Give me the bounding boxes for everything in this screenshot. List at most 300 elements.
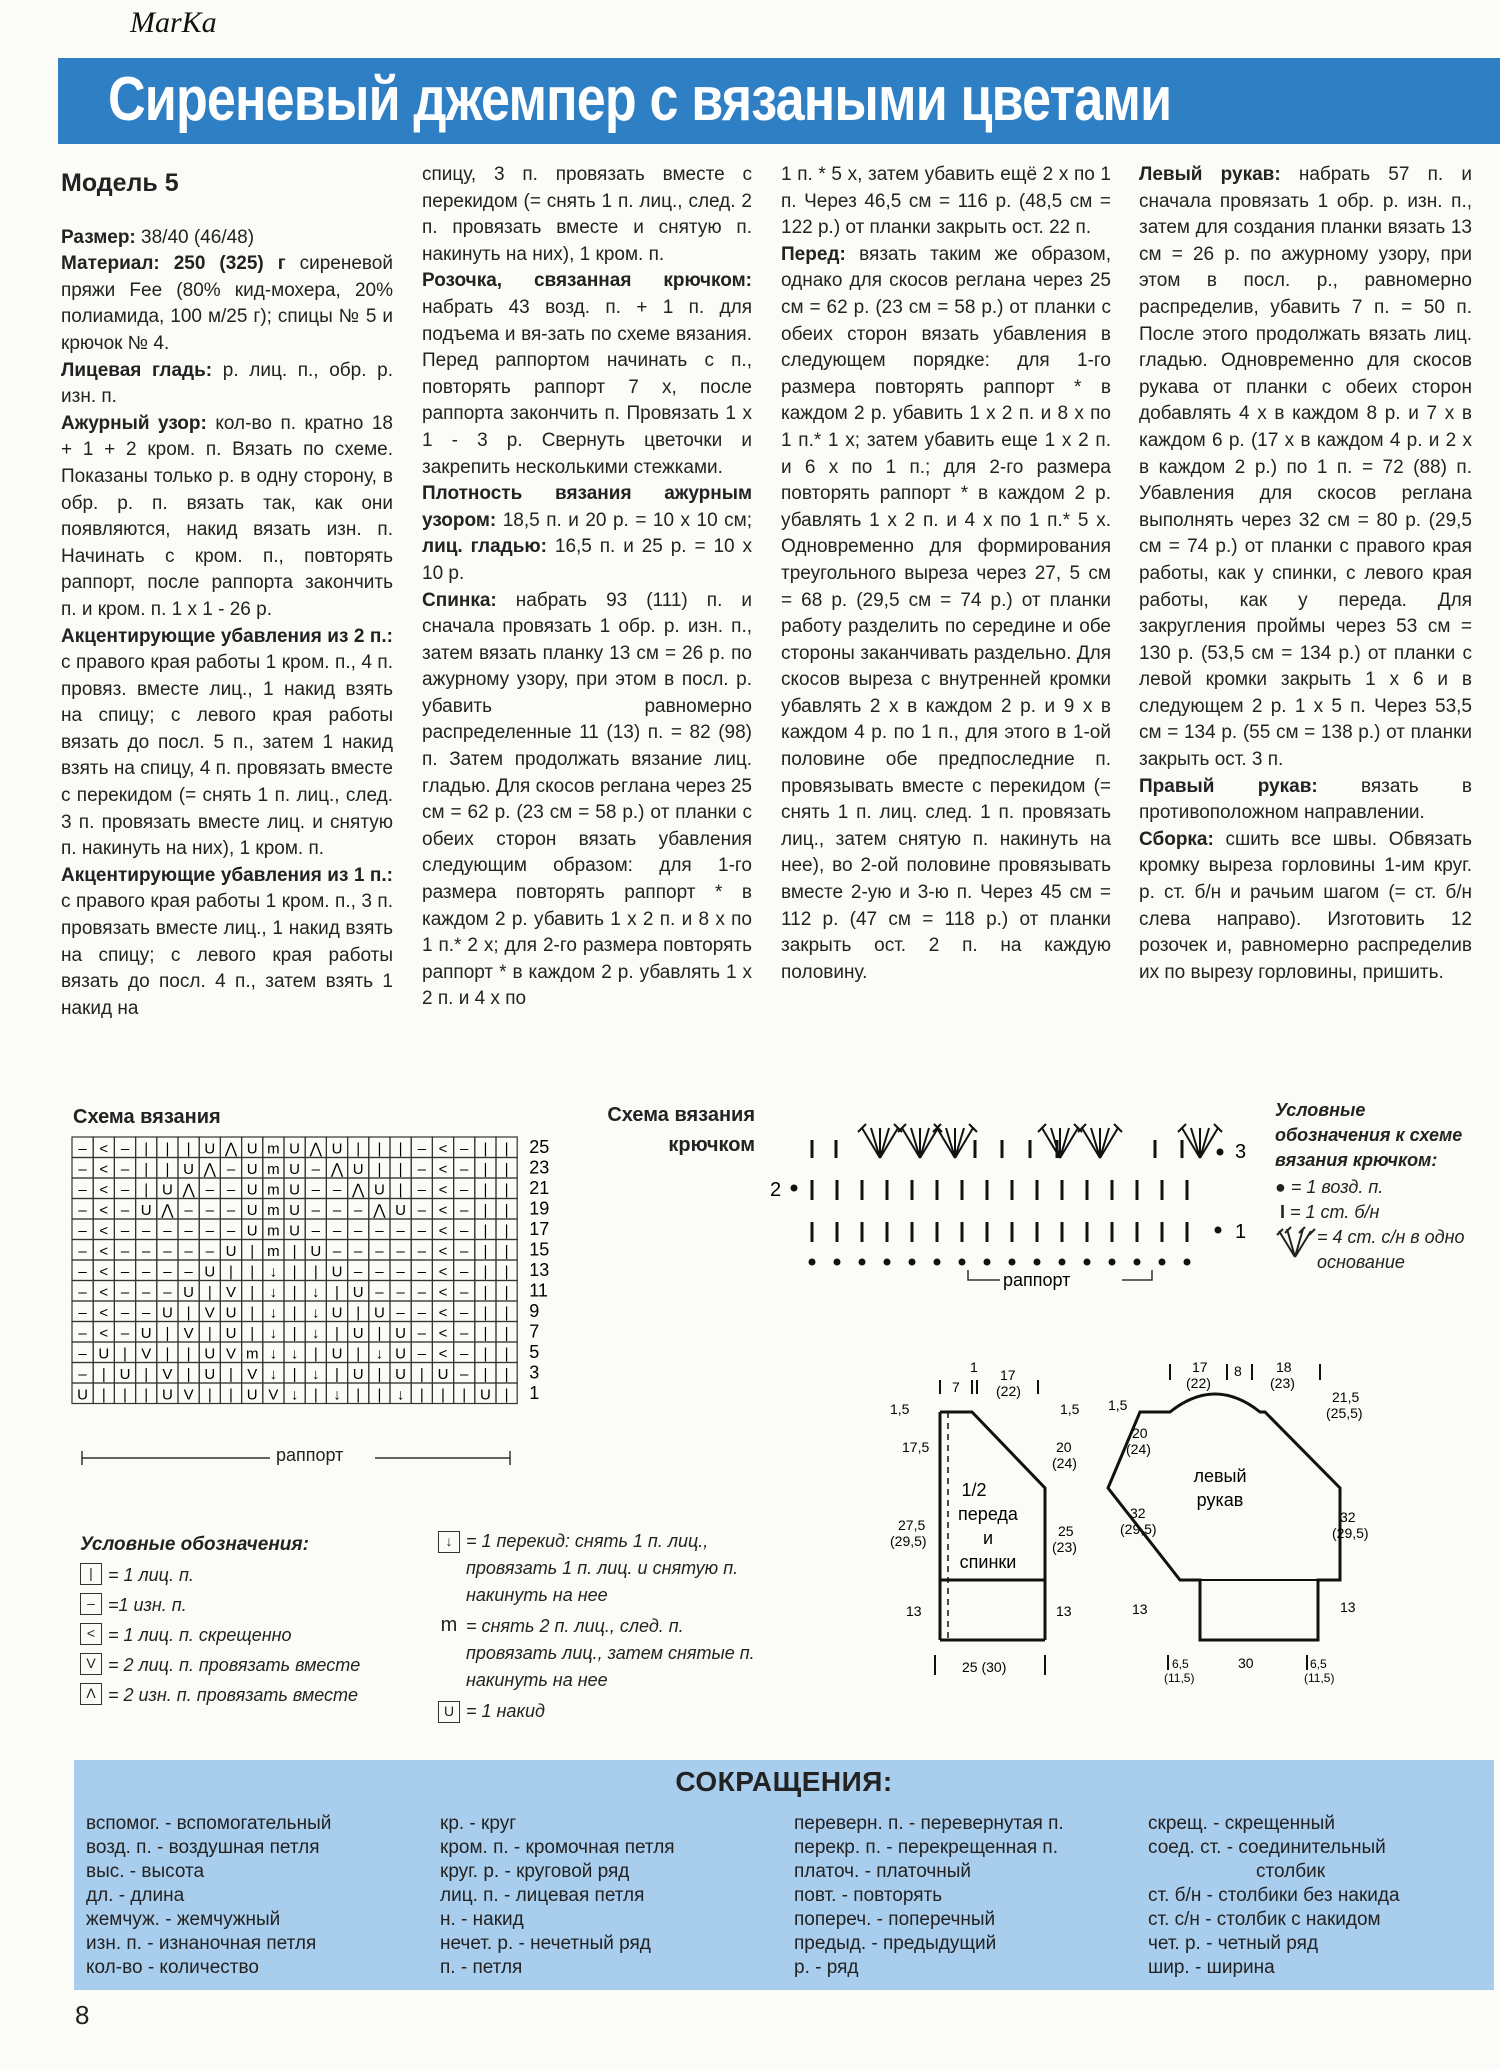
svg-text:|: | <box>207 1284 212 1301</box>
single-crochet-icon: I <box>1275 1202 1286 1222</box>
svg-text:|: | <box>101 1386 106 1404</box>
legend-title: Условные обозначения: <box>80 1534 309 1555</box>
svg-text:–: – <box>184 1263 193 1281</box>
svg-text:|: | <box>292 1304 297 1322</box>
legend-item-pass-over: ↓ = 1 перекид: снять 1 п. лиц., провязать 1 п. лиц. и снятую п. накинуть на нее <box>438 1528 768 1609</box>
crochet-chart-title: Схема вязания крючком <box>607 1104 755 1156</box>
decrease-1-paragraph: Акцентирующие убавления из 1 п.: с правого края работы 1 кром. п., 3 п. провязать вместе лиц., 1 накид взять на спицу; с левого края работы вязать до посл. 4 п., затем взять 1 накид на <box>61 864 393 1019</box>
svg-text:|: | <box>483 1284 488 1301</box>
row-number: 11 <box>529 1280 548 1301</box>
svg-text:U: U <box>204 1140 216 1158</box>
svg-text:<: < <box>99 1325 109 1342</box>
svg-text:–: – <box>163 1284 172 1301</box>
svg-text:|: | <box>504 1161 509 1178</box>
svg-text:↓: ↓ <box>375 1345 384 1363</box>
svg-text:–: – <box>460 1366 469 1383</box>
dim-label: 13 <box>1340 1599 1356 1615</box>
dim-label: 27,5 <box>898 1517 926 1533</box>
svg-text:<: < <box>438 1222 448 1240</box>
svg-text:U: U <box>289 1140 301 1158</box>
svg-text:–: – <box>396 1243 405 1260</box>
svg-text:⋀: ⋀ <box>182 1181 195 1199</box>
svg-text:–: – <box>142 1284 151 1301</box>
svg-text:–: – <box>417 1181 426 1199</box>
svg-text:|: | <box>207 1325 212 1342</box>
svg-text:U: U <box>352 1284 364 1301</box>
svg-text:U: U <box>77 1386 89 1404</box>
knit-legend-2 <box>438 1528 768 1725</box>
purl-stitch-icon: – <box>80 1593 102 1615</box>
svg-text:U: U <box>140 1202 152 1219</box>
svg-text:–: – <box>417 1202 426 1219</box>
svg-text:U: U <box>225 1243 237 1260</box>
dim-label: 13 <box>1056 1603 1072 1619</box>
svg-text:U: U <box>246 1222 258 1240</box>
abbreviations-title: СОКРАЩЕНИЯ: <box>675 1766 893 1797</box>
svg-text:V: V <box>268 1386 279 1404</box>
abbr-column-3: переверн. п. - перевернутая п. перекр. п. - перекрещенная п. платоч. - платочный повт. - повторять попереч. - поперечный предыд. - предыдущий р. - ряд <box>794 1813 1064 1978</box>
stockinette-paragraph: Лицевая гладь: р. лиц. п., обр. р. изн. п. <box>61 359 393 408</box>
svg-text:–: – <box>417 1345 426 1363</box>
svg-text:<: < <box>99 1181 109 1199</box>
svg-text:|: | <box>313 1345 318 1363</box>
twisted-stitch-icon: < <box>80 1623 102 1645</box>
svg-text:<: < <box>438 1202 448 1219</box>
dim-label: 20 <box>1132 1425 1148 1441</box>
svg-text:–: – <box>396 1304 405 1322</box>
svg-text:|: | <box>377 1140 382 1158</box>
cluster-stitch-icon <box>1275 1225 1317 1261</box>
svg-text:|: | <box>250 1325 255 1342</box>
svg-text:–: – <box>460 1263 469 1281</box>
crochet-row-label: 3 <box>1235 1141 1247 1163</box>
dim-label: (23) <box>1052 1539 1077 1555</box>
dim-label: (29,5) <box>1332 1525 1369 1541</box>
row-number: 13 <box>529 1260 550 1280</box>
svg-text:V: V <box>183 1325 194 1342</box>
svg-text:U: U <box>352 1325 364 1342</box>
svg-text:|: | <box>483 1202 488 1219</box>
svg-text:V: V <box>183 1386 194 1404</box>
svg-text:–: – <box>78 1181 87 1199</box>
svg-text:–: – <box>205 1243 214 1260</box>
svg-text:V: V <box>225 1284 237 1301</box>
svg-text:|: | <box>250 1284 255 1301</box>
svg-text:↓: ↓ <box>269 1304 278 1322</box>
svg-text:U: U <box>246 1161 258 1178</box>
svg-text:U: U <box>352 1161 364 1178</box>
svg-text:|: | <box>398 1140 403 1158</box>
svg-text:–: – <box>396 1222 405 1240</box>
pattern-schematics <box>880 1350 1369 1690</box>
crochet-row-label: 2 <box>770 1179 782 1201</box>
svg-text:⋀: ⋀ <box>309 1140 322 1158</box>
svg-text:|: | <box>250 1263 255 1281</box>
svg-text:–: – <box>311 1202 320 1219</box>
svg-text:|: | <box>504 1243 509 1260</box>
svg-text:–: – <box>460 1181 469 1199</box>
crochet-legend-title: Условные обозначения к схеме вязания крючком: <box>1275 1100 1463 1170</box>
svg-text:|: | <box>483 1304 488 1322</box>
dim-label: (22) <box>1186 1375 1211 1391</box>
svg-text:|: | <box>250 1243 255 1260</box>
svg-text:|: | <box>483 1181 488 1199</box>
svg-text:–: – <box>184 1222 193 1240</box>
svg-text:m: m <box>267 1140 280 1158</box>
svg-text:–: – <box>417 1222 426 1240</box>
dim-label: 32 <box>1130 1505 1146 1521</box>
row-number: 3 <box>529 1362 540 1383</box>
dim-label: 20 <box>1056 1439 1072 1455</box>
svg-text:–: – <box>354 1243 363 1260</box>
svg-text:↓: ↓ <box>269 1284 278 1301</box>
back-paragraph: Спинка: набрать 93 (111) п. и сначала провязать 1 обр. р. изн. п., затем вязать планку 13 см = 26 р. по ажурному узору, при этом в посл. р. убавить равномерно распределенные 11 (13) п. = 82 (98) п. Затем продолжать вязание лиц. гладью. Для скосов реглана через 25 см = 62 р. (23 см = 58 р.) от планки с обеих сторон вязать убавления следующим образом: для 1-го размера повторять раппорт * в каждом 2 р. убавить 1 х 2 п. и 8 х по 1 п.* 2 х; для 2-го размера повторять раппорт * в каждом 2 р. убавлять 1 х 2 п. и 4 х по <box>422 589 752 1010</box>
svg-text:|: | <box>165 1325 170 1342</box>
svg-text:|: | <box>144 1161 149 1178</box>
pass-over-icon: ↓ <box>438 1531 460 1553</box>
knit-chart-title: Схема вязания <box>73 1106 221 1128</box>
svg-text:U: U <box>98 1345 110 1363</box>
svg-text:|: | <box>483 1140 488 1158</box>
svg-text:U: U <box>161 1181 173 1199</box>
svg-text:V: V <box>204 1304 215 1322</box>
svg-text:|: | <box>483 1243 488 1260</box>
svg-text:<: < <box>438 1243 448 1260</box>
dim-label: 21,5 <box>1332 1389 1360 1405</box>
row-number: 25 <box>529 1137 550 1157</box>
svg-text:–: – <box>417 1325 426 1342</box>
svg-text:U: U <box>225 1304 237 1322</box>
svg-text:<: < <box>99 1202 109 1219</box>
svg-text:–: – <box>226 1202 236 1219</box>
svg-text:↓: ↓ <box>333 1386 341 1404</box>
svg-text:|: | <box>186 1304 191 1322</box>
svg-text:U: U <box>395 1345 407 1363</box>
dim-label: 17 <box>1000 1367 1016 1383</box>
row-number: 17 <box>529 1219 550 1239</box>
svg-text:↓: ↓ <box>269 1325 278 1342</box>
svg-text:⋀: ⋀ <box>224 1140 238 1158</box>
svg-text:|: | <box>462 1386 467 1404</box>
svg-text:|: | <box>207 1386 212 1404</box>
dim-label: (11,5) <box>1164 1671 1195 1685</box>
yarn-over-icon: U <box>438 1701 460 1723</box>
svg-text:–: – <box>417 1263 426 1281</box>
svg-text:–: – <box>120 1202 130 1219</box>
dim-label: 30 <box>1238 1655 1254 1671</box>
svg-text:|: | <box>377 1325 382 1342</box>
legend-item-p2tog: Λ = 2 изн. п. провязать вместе <box>80 1680 440 1710</box>
svg-text:–: – <box>460 1140 469 1158</box>
svg-text:–: – <box>226 1222 236 1240</box>
svg-text:–: – <box>120 1222 130 1240</box>
svg-text:↓: ↓ <box>269 1366 278 1383</box>
svg-text:–: – <box>332 1181 342 1199</box>
knit-chart-grid <box>72 1137 517 1404</box>
svg-text:|: | <box>398 1181 403 1199</box>
row-number: 1 <box>529 1383 540 1403</box>
svg-text:m: m <box>267 1243 280 1260</box>
svg-text:<: < <box>99 1140 109 1158</box>
right-sleeve-paragraph: Правый рукав: вязать в противоположном направлении. <box>1139 775 1472 824</box>
abbreviations-box <box>74 1760 1494 1990</box>
svg-text:V: V <box>162 1366 173 1383</box>
dim-label: 25 <box>1058 1523 1074 1539</box>
svg-text:|: | <box>356 1304 361 1322</box>
svg-text:–: – <box>120 1181 130 1199</box>
svg-text:↓: ↓ <box>312 1304 320 1322</box>
svg-text:|: | <box>313 1263 318 1281</box>
legend-item-sc: I = 1 ст. б/н <box>1275 1202 1380 1222</box>
legend-item-purl: – =1 изн. п. <box>80 1590 440 1620</box>
crochet-legend <box>1275 1098 1475 1275</box>
svg-text:U: U <box>204 1345 216 1363</box>
svg-text:U: U <box>373 1304 385 1322</box>
svg-text:⋀: ⋀ <box>203 1161 216 1178</box>
dim-label: (23) <box>1270 1375 1295 1391</box>
svg-text:⋀: ⋀ <box>161 1202 174 1219</box>
row-number: 5 <box>529 1342 540 1362</box>
page-title: Сиреневый джемпер с вязаными цветами <box>108 65 1172 134</box>
svg-text:|: | <box>186 1366 191 1383</box>
svg-text:U: U <box>225 1325 237 1342</box>
dim-label: (22) <box>996 1383 1021 1399</box>
svg-text:↓: ↓ <box>312 1284 320 1301</box>
row-number: 23 <box>529 1157 550 1178</box>
svg-text:U: U <box>352 1366 364 1383</box>
svg-text:|: | <box>292 1263 297 1281</box>
svg-text:–: – <box>120 1140 130 1158</box>
svg-text:<: < <box>99 1161 109 1178</box>
svg-text:|: | <box>504 1304 509 1322</box>
svg-text:–: – <box>205 1181 214 1199</box>
svg-text:–: – <box>78 1366 87 1383</box>
svg-text:|: | <box>144 1386 149 1404</box>
svg-text:–: – <box>332 1243 342 1260</box>
svg-text:|: | <box>377 1161 382 1178</box>
lace-paragraph: Ажурный узор: кол-во п. кратно 18 + 1 + 2 кром. п. Вязать по схеме. Показаны только р. в одну сторону, в обр. р. п. вязать так, как они появляются, накид вязать изн. п. Начинать с кром. п., повторять раппорт, после раппорта закончить п. и кром. п. 1 х 1 - 26 р. <box>61 412 393 620</box>
svg-text:–: – <box>460 1345 469 1363</box>
svg-text:U: U <box>310 1243 322 1260</box>
svg-text:–: – <box>163 1222 172 1240</box>
dim-label: (25,5) <box>1326 1405 1363 1421</box>
decrease-2-paragraph: Акцентирующие убавления из 2 п.: с правого края работы 1 кром. п., 4 п. провяз. вместе лиц., 1 накид взять на спицу; с левого края работы вязать до посл. 5 п., затем 1 накид взять на спицу, 4 п. провязать вместе с перекидом (= снять 1 п. лиц., след. 3 п. провязать вместе лиц. и снятую п. накинуть на них), 1 кром. п. <box>61 625 393 860</box>
svg-text:|: | <box>483 1263 488 1281</box>
svg-text:–: – <box>460 1243 469 1260</box>
rose-paragraph: Розочка, связанная крючком: набрать 43 возд. п. + 1 п. для подъема и вя-зать по схеме вязания. Перед раппортом начинать с п., повторять раппорт 7 х, после раппорта закончить п. Провязать 1 х 1 - 3 р. Свернуть цветочки и закрепить несколькими стежками. <box>422 270 752 478</box>
svg-text:|: | <box>101 1366 106 1383</box>
dim-label: 18 <box>1276 1359 1292 1375</box>
svg-text:m: m <box>245 1345 259 1363</box>
svg-text:–: – <box>417 1140 426 1158</box>
svg-text:V: V <box>247 1366 258 1383</box>
left-sleeve-piece <box>1108 1359 1369 1685</box>
continued-paragraph: 1 п. * 5 х, затем убавить ещё 2 х по 1 п. Через 46,5 см = 116 р. (48,5 см = 122 р.) от планки закрыть ост. 22 п. <box>781 164 1111 239</box>
svg-text:|: | <box>504 1386 509 1404</box>
svg-text:|: | <box>483 1325 488 1342</box>
svg-text:–: – <box>396 1263 405 1281</box>
svg-text:<: < <box>438 1345 448 1363</box>
svg-text:|: | <box>250 1304 255 1322</box>
svg-text:<: < <box>99 1284 109 1301</box>
svg-text:<: < <box>438 1263 448 1281</box>
dim-label: (24) <box>1126 1441 1151 1457</box>
svg-text:V: V <box>225 1345 237 1363</box>
svg-text:–: – <box>78 1345 87 1363</box>
svg-text:–: – <box>205 1202 214 1219</box>
svg-text:–: – <box>375 1284 384 1301</box>
svg-text:–: – <box>142 1222 151 1240</box>
svg-text:U: U <box>331 1345 343 1363</box>
dim-label: 17,5 <box>902 1439 930 1455</box>
svg-text:–: – <box>460 1222 469 1240</box>
knit-chart-row-numbers <box>529 1137 549 1403</box>
svg-text:|: | <box>441 1386 445 1404</box>
dim-label: 1,5 <box>1060 1401 1080 1417</box>
svg-text:|: | <box>504 1202 509 1219</box>
svg-text:–: – <box>142 1304 151 1322</box>
svg-text:–: – <box>120 1161 130 1178</box>
svg-text:–: – <box>120 1263 130 1281</box>
svg-text:–: – <box>460 1284 469 1301</box>
svg-text:U: U <box>246 1140 258 1158</box>
svg-text:|: | <box>123 1386 127 1404</box>
text-column-4 <box>1139 162 1472 986</box>
svg-text:|: | <box>335 1284 339 1301</box>
svg-text:–: – <box>78 1243 87 1260</box>
crochet-row-label: 1 <box>1235 1221 1247 1243</box>
svg-text:|: | <box>504 1366 509 1383</box>
svg-text:U: U <box>140 1325 152 1342</box>
svg-text:U: U <box>289 1222 301 1240</box>
svg-text:|: | <box>335 1366 339 1383</box>
dim-label: 25 (30) <box>962 1659 1007 1675</box>
crochet-chart <box>750 1100 1270 1305</box>
legend-item-chain: ● = 1 возд. п. <box>1275 1177 1384 1197</box>
svg-text:|: | <box>483 1222 488 1240</box>
svg-text:↓: ↓ <box>269 1263 278 1281</box>
chain-stitch-icon: ● <box>1275 1177 1286 1197</box>
svg-text:U: U <box>246 1181 258 1199</box>
legend-item-cluster: = 4 ст. с/н в одно основание <box>1275 1225 1475 1275</box>
svg-text:|: | <box>292 1325 297 1342</box>
svg-text:–: – <box>120 1243 130 1260</box>
crochet-chart-marks <box>791 1124 1224 1266</box>
svg-text:↓: ↓ <box>312 1366 320 1383</box>
svg-text:–: – <box>78 1202 87 1219</box>
svg-text:–: – <box>354 1202 363 1219</box>
row-number: 19 <box>529 1198 550 1219</box>
svg-text:|: | <box>398 1161 403 1178</box>
row-number: 7 <box>529 1321 540 1342</box>
assembly-paragraph: Сборка: сшить все швы. Обвязать кромку выреза горловины 1-им круг. р. ст. б/н и рачьим шагом (= ст. б/н слева направо). Изготовить 12 розочек и, равномерно распределив их по вырезу горловины, пришить. <box>1139 828 1472 983</box>
model-heading: Модель 5 <box>61 169 179 197</box>
svg-text:|: | <box>229 1386 233 1404</box>
svg-text:|: | <box>313 1386 318 1404</box>
svg-text:|: | <box>419 1386 424 1404</box>
row-number: 15 <box>529 1239 550 1260</box>
dim-label: 13 <box>1132 1601 1148 1617</box>
svg-text:|: | <box>504 1181 509 1199</box>
legend-item-yarn-over: U = 1 накид <box>438 1698 768 1725</box>
legend-item-k2tog: V = 2 лиц. п. провязать вместе <box>80 1650 440 1680</box>
svg-text:↓: ↓ <box>290 1386 299 1404</box>
svg-text:–: – <box>78 1284 87 1301</box>
knit-chart <box>70 1135 560 1475</box>
svg-text:U: U <box>289 1202 301 1219</box>
dim-label: 1,5 <box>1108 1397 1128 1413</box>
svg-text:–: – <box>120 1284 130 1301</box>
k2tog-icon: V <box>80 1653 102 1675</box>
svg-text:–: – <box>332 1202 342 1219</box>
svg-text:–: – <box>78 1304 87 1322</box>
svg-text:⋀: ⋀ <box>330 1161 344 1178</box>
svg-text:–: – <box>332 1222 342 1240</box>
svg-text:↓: ↓ <box>290 1345 299 1363</box>
svg-text:–: – <box>354 1263 363 1281</box>
svg-text:⋀: ⋀ <box>373 1202 386 1219</box>
sleeve-label: левый <box>1193 1466 1247 1486</box>
svg-text:–: – <box>184 1243 193 1260</box>
svg-text:U: U <box>161 1304 173 1322</box>
svg-text:U: U <box>204 1366 216 1383</box>
sleeve-label: рукав <box>1196 1490 1244 1510</box>
svg-text:–: – <box>78 1263 87 1281</box>
crochet-repeat-label: раппорт <box>1003 1270 1071 1290</box>
svg-text:–: – <box>311 1161 320 1178</box>
svg-text:<: < <box>99 1263 109 1281</box>
svg-text:|: | <box>292 1243 297 1260</box>
svg-text:–: – <box>311 1181 320 1199</box>
p2tog-icon: Λ <box>80 1683 102 1705</box>
text-column-1 <box>61 162 393 1022</box>
svg-text:|: | <box>229 1263 233 1281</box>
svg-text:|: | <box>292 1366 297 1383</box>
svg-text:–: – <box>205 1222 214 1240</box>
svg-text:U: U <box>204 1263 216 1281</box>
svg-text:U: U <box>395 1366 407 1383</box>
svg-text:–: – <box>120 1304 130 1322</box>
title-banner <box>58 58 1500 144</box>
svg-text:–: – <box>396 1284 405 1301</box>
material-paragraph: Материал: 250 (325) г сиреневой пряжи Fee (80% кид-мохера, 20% полиамида, 100 м/25 г); спицы № 5 и крючок № 4. <box>61 253 393 354</box>
svg-text:<: < <box>99 1243 109 1260</box>
front-label: переда <box>958 1504 1018 1524</box>
svg-text:<: < <box>438 1140 448 1158</box>
svg-text:<: < <box>438 1284 448 1301</box>
svg-text:|: | <box>504 1284 509 1301</box>
row-number: 9 <box>529 1301 540 1321</box>
svg-text:<: < <box>99 1304 109 1322</box>
svg-text:U: U <box>373 1181 385 1199</box>
svg-text:|: | <box>165 1161 170 1178</box>
svg-text:U: U <box>331 1304 343 1322</box>
svg-text:V: V <box>141 1345 152 1363</box>
svg-text:|: | <box>123 1345 127 1363</box>
svg-text:|: | <box>377 1366 382 1383</box>
row-number: 21 <box>529 1178 550 1198</box>
svg-text:–: – <box>354 1222 363 1240</box>
svg-text:U: U <box>289 1161 301 1178</box>
svg-text:–: – <box>78 1161 87 1178</box>
gauge-paragraph: Плотность вязания ажурным узором: 18,5 п. и 20 р. = 10 х 10 см; лиц. гладью: 16,5 п. и 25 р. = 10 х 10 р. <box>422 483 753 584</box>
svg-text:–: – <box>184 1202 193 1219</box>
dim-label: 1,5 <box>890 1401 910 1417</box>
svg-text:|: | <box>186 1140 191 1158</box>
svg-text:|: | <box>229 1366 233 1383</box>
front-back-piece <box>890 1359 1080 1675</box>
svg-text:<: < <box>438 1325 448 1342</box>
